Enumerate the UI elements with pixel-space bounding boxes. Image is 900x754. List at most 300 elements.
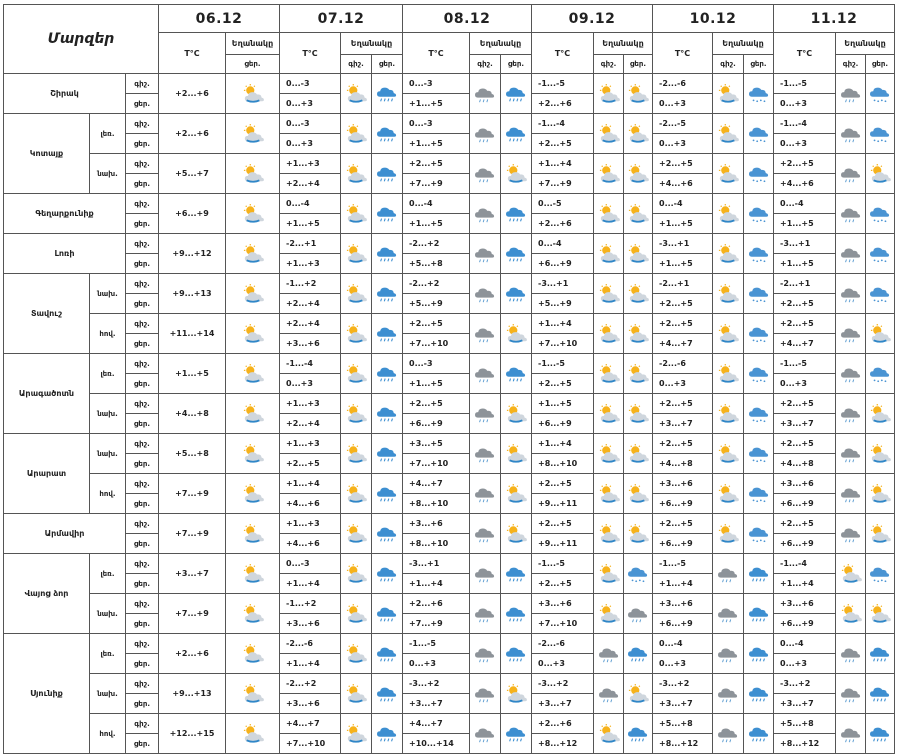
region-name: Գեղարքունիք xyxy=(4,194,126,234)
temp-range-cell: +3...+6 xyxy=(653,474,713,494)
date-header: 08.12 xyxy=(403,5,532,33)
gray-cloud-icon xyxy=(470,234,501,274)
zone-name: նախ. xyxy=(90,274,126,314)
temp-range-cell: 0...-3 xyxy=(403,74,470,94)
gray-cloud-icon xyxy=(836,634,866,674)
temp-range-cell: +6...+9 xyxy=(159,194,226,234)
date-header: 10.12 xyxy=(653,5,774,33)
forecast-row xyxy=(4,234,895,254)
gray-cloud-icon xyxy=(836,714,866,754)
forecast-row xyxy=(4,154,895,174)
temp-range-cell: +2...+5 xyxy=(532,514,594,534)
zone-name: լեռ. xyxy=(90,634,126,674)
day-label: ցեր. xyxy=(126,254,159,274)
zone-name: հով. xyxy=(90,474,126,514)
sun-cloud-icon xyxy=(594,354,624,394)
temp-range-cell: +2...+6 xyxy=(159,634,226,674)
sun-cloud-icon xyxy=(341,74,372,114)
temp-range-cell: 0...+3 xyxy=(280,374,341,394)
night-label: գիշ. xyxy=(126,514,159,534)
sun-cloud-icon xyxy=(501,674,532,714)
snow-cloud-icon xyxy=(744,74,774,114)
region-name: Վայոց ձոր xyxy=(4,554,90,634)
temp-range-cell: +3...+5 xyxy=(403,434,470,454)
temp-range-cell: -2...-6 xyxy=(653,354,713,374)
rain-cloud-icon xyxy=(372,194,403,234)
temp-range-cell: +7...+10 xyxy=(532,614,594,634)
temp-range-cell: +2...+4 xyxy=(280,174,341,194)
rain-cloud-icon xyxy=(372,74,403,114)
temp-range-cell: +1...+5 xyxy=(532,394,594,414)
temp-range-cell: +11...+14 xyxy=(159,314,226,354)
night-label: գիշ. xyxy=(126,314,159,334)
temp-range-cell: +2...+4 xyxy=(280,414,341,434)
temp-range-cell: -3...+2 xyxy=(403,674,470,694)
temp-range-cell: +1...+5 xyxy=(280,214,341,234)
temp-range-cell: +7...+10 xyxy=(532,334,594,354)
night-label: գիշ. xyxy=(126,714,159,734)
temp-range-cell: +2...+4 xyxy=(280,314,341,334)
temp-range-cell: +5...+7 xyxy=(159,154,226,194)
temp-range-cell: +3...+6 xyxy=(774,474,836,494)
sun-cloud-icon xyxy=(501,314,532,354)
snow-cloud-icon xyxy=(866,74,895,114)
zone-name: լեռ. xyxy=(90,354,126,394)
temp-range-cell: +6...+9 xyxy=(532,414,594,434)
sun-cloud-icon xyxy=(341,314,372,354)
temp-range-cell: +4...+6 xyxy=(653,174,713,194)
day-label: ցեր. xyxy=(126,334,159,354)
temp-range-cell: 0...-3 xyxy=(280,74,341,94)
snow-cloud-icon xyxy=(744,394,774,434)
sun-cloud-icon xyxy=(713,274,744,314)
gray-cloud-icon xyxy=(470,474,501,514)
night-header: գիշ. xyxy=(713,55,744,74)
day-header: ցեր. xyxy=(866,55,895,74)
sun-cloud-icon xyxy=(501,154,532,194)
temp-range-cell: +4...+7 xyxy=(403,714,470,734)
date-header: 06.12 xyxy=(159,5,280,33)
temp-range-cell: 0...+3 xyxy=(280,94,341,114)
sun-cloud-icon xyxy=(226,394,280,434)
sun-cloud-icon xyxy=(624,674,653,714)
temp-range-cell: 0...-3 xyxy=(403,114,470,134)
night-label: գիշ. xyxy=(126,154,159,174)
day-label: ցեր. xyxy=(126,214,159,234)
gray-cloud-icon xyxy=(594,634,624,674)
temp-range-cell: +4...+7 xyxy=(774,334,836,354)
forecast-table-wrap xyxy=(3,4,895,754)
temp-header: T°C xyxy=(774,33,836,74)
temp-range-cell: 0...+3 xyxy=(774,654,836,674)
gray-cloud-icon xyxy=(713,634,744,674)
zone-name: նախ. xyxy=(90,594,126,634)
day-header: ցեր. xyxy=(501,55,532,74)
temp-range-cell: +7...+9 xyxy=(532,174,594,194)
rain-cloud-icon xyxy=(501,554,532,594)
temp-range-cell: +2...+5 xyxy=(774,294,836,314)
night-label: գիշ. xyxy=(126,474,159,494)
temp-range-cell: +1...+4 xyxy=(653,574,713,594)
sun-cloud-icon xyxy=(226,514,280,554)
forecast-row xyxy=(4,194,895,214)
sun-cloud-icon xyxy=(341,194,372,234)
sun-cloud-icon xyxy=(866,594,895,634)
temp-range-cell: +3...+6 xyxy=(774,594,836,614)
date-header: 09.12 xyxy=(532,5,653,33)
temp-range-cell: +1...+5 xyxy=(774,214,836,234)
sun-cloud-icon xyxy=(594,114,624,154)
temp-range-cell: -2...+1 xyxy=(280,234,341,254)
temp-range-cell: +12...+15 xyxy=(159,714,226,754)
temp-range-cell: -3...+2 xyxy=(532,674,594,694)
temp-range-cell: +3...+6 xyxy=(653,594,713,614)
gray-cloud-icon xyxy=(713,594,744,634)
temp-range-cell: -2...+1 xyxy=(653,274,713,294)
zone-name: նախ. xyxy=(90,434,126,474)
sun-cloud-icon xyxy=(624,314,653,354)
temp-range-cell: +2...+5 xyxy=(653,314,713,334)
temp-range-cell: -2...-6 xyxy=(653,74,713,94)
temp-range-cell: -1...-4 xyxy=(532,114,594,134)
weather-header: Եղանակը xyxy=(341,33,403,55)
temp-range-cell: 0...+3 xyxy=(653,94,713,114)
temp-range-cell: 0...+3 xyxy=(280,134,341,154)
sun-cloud-icon xyxy=(866,434,895,474)
zone-name: հով. xyxy=(90,314,126,354)
night-header: գիշ. xyxy=(470,55,501,74)
sun-cloud-icon xyxy=(341,154,372,194)
temp-range-cell: +1...+4 xyxy=(532,314,594,334)
day-label: ցեր. xyxy=(126,694,159,714)
temp-range-cell: +2...+5 xyxy=(774,514,836,534)
temp-range-cell: 0...+3 xyxy=(774,94,836,114)
temp-range-cell: +2...+6 xyxy=(159,114,226,154)
temp-range-cell: +7...+10 xyxy=(403,454,470,474)
temp-range-cell: +6...+9 xyxy=(403,414,470,434)
rain-cloud-icon xyxy=(501,714,532,754)
day-label: ցեր. xyxy=(126,454,159,474)
sun-cloud-icon xyxy=(501,514,532,554)
rain-cloud-icon xyxy=(372,474,403,514)
sun-cloud-icon xyxy=(226,594,280,634)
sun-cloud-icon xyxy=(866,314,895,354)
temp-range-cell: +4...+7 xyxy=(403,474,470,494)
rain-cloud-icon xyxy=(372,714,403,754)
night-label: գիշ. xyxy=(126,194,159,214)
temp-range-cell: 0...-3 xyxy=(280,114,341,134)
temp-range-cell: 0...+3 xyxy=(653,374,713,394)
night-label: գիշ. xyxy=(126,434,159,454)
sun-cloud-icon xyxy=(341,514,372,554)
gray-cloud-icon xyxy=(713,554,744,594)
temp-range-cell: +5...+8 xyxy=(653,714,713,734)
rain-cloud-icon xyxy=(866,714,895,754)
temp-range-cell: +8...+10 xyxy=(403,534,470,554)
weather-header: Եղանակը xyxy=(226,33,280,55)
sun-cloud-icon xyxy=(624,274,653,314)
rain-cloud-icon xyxy=(372,514,403,554)
night-label: գիշ. xyxy=(126,394,159,414)
gray-cloud-icon xyxy=(470,274,501,314)
temp-range-cell: +2...+5 xyxy=(653,394,713,414)
temp-range-cell: +2...+6 xyxy=(532,94,594,114)
sun-cloud-icon xyxy=(594,514,624,554)
gray-cloud-icon xyxy=(836,674,866,714)
forecast-table xyxy=(3,4,895,754)
temp-range-cell: +3...+7 xyxy=(653,694,713,714)
night-header: գիշ. xyxy=(341,55,372,74)
sun-cloud-icon xyxy=(624,154,653,194)
temp-header: T°C xyxy=(403,33,470,74)
temp-range-cell: +8...+12 xyxy=(532,734,594,754)
night-label: գիշ. xyxy=(126,634,159,654)
sun-cloud-icon xyxy=(713,154,744,194)
temp-range-cell: +6...+9 xyxy=(653,494,713,514)
gray-cloud-icon xyxy=(836,394,866,434)
gray-cloud-icon xyxy=(836,434,866,474)
temp-range-cell: +2...+5 xyxy=(653,434,713,454)
gray-cloud-icon xyxy=(836,74,866,114)
temp-range-cell: +1...+4 xyxy=(532,434,594,454)
rain-cloud-icon xyxy=(372,234,403,274)
region-name: Արագածոտն xyxy=(4,354,90,434)
temp-range-cell: 0...+3 xyxy=(532,654,594,674)
temp-range-cell: -1...-4 xyxy=(774,554,836,574)
temp-range-cell: +7...+9 xyxy=(403,614,470,634)
sun-cloud-icon xyxy=(501,394,532,434)
rain-cloud-icon xyxy=(501,634,532,674)
temp-range-cell: +2...+5 xyxy=(653,514,713,534)
sun-cloud-icon xyxy=(226,354,280,394)
temp-range-cell: +2...+5 xyxy=(403,314,470,334)
temp-range-cell: +1...+5 xyxy=(159,354,226,394)
temp-range-cell: -1...-5 xyxy=(532,74,594,94)
temp-range-cell: +8...+10 xyxy=(403,494,470,514)
rain-cloud-icon xyxy=(501,194,532,234)
temp-range-cell: +1...+5 xyxy=(403,214,470,234)
snow-cloud-icon xyxy=(866,194,895,234)
gray-cloud-icon xyxy=(470,354,501,394)
temp-range-cell: +7...+9 xyxy=(159,474,226,514)
temp-range-cell: +4...+8 xyxy=(653,454,713,474)
temp-range-cell: +1...+5 xyxy=(403,94,470,114)
temp-range-cell: -3...+2 xyxy=(653,674,713,694)
forecast-row xyxy=(4,514,895,534)
temp-range-cell: -1...-5 xyxy=(532,554,594,574)
temp-range-cell: 0...+3 xyxy=(653,134,713,154)
temp-range-cell: +1...+3 xyxy=(280,434,341,454)
sun-cloud-icon xyxy=(226,194,280,234)
sun-cloud-icon xyxy=(624,474,653,514)
temp-range-cell: +9...+13 xyxy=(159,674,226,714)
day-header: ցեր. xyxy=(226,55,280,74)
forecast-row xyxy=(4,634,895,654)
temp-range-cell: 0...+3 xyxy=(403,654,470,674)
gray-cloud-icon xyxy=(470,674,501,714)
sun-cloud-icon xyxy=(341,114,372,154)
sun-cloud-icon xyxy=(594,554,624,594)
sun-cloud-icon xyxy=(713,194,744,234)
temp-range-cell: +6...+9 xyxy=(653,614,713,634)
snow-cloud-icon xyxy=(744,234,774,274)
temp-range-cell: 0...+3 xyxy=(653,654,713,674)
rain-cloud-icon xyxy=(501,354,532,394)
date-header: 11.12 xyxy=(774,5,895,33)
rain-cloud-icon xyxy=(372,274,403,314)
sun-cloud-icon xyxy=(594,314,624,354)
snow-cloud-icon xyxy=(866,234,895,274)
region-name: Կոտայք xyxy=(4,114,90,194)
sun-cloud-icon xyxy=(713,434,744,474)
sun-cloud-icon xyxy=(341,234,372,274)
snow-cloud-icon xyxy=(866,114,895,154)
sun-cloud-icon xyxy=(624,394,653,434)
temp-range-cell: -3...+1 xyxy=(403,554,470,574)
temp-range-cell: +6...+9 xyxy=(774,614,836,634)
night-label: գիշ. xyxy=(126,114,159,134)
sun-cloud-icon xyxy=(226,154,280,194)
day-label: ցեր. xyxy=(126,574,159,594)
rain-cloud-icon xyxy=(744,674,774,714)
sun-cloud-icon xyxy=(624,514,653,554)
temp-range-cell: -3...+2 xyxy=(774,674,836,694)
temp-range-cell: -1...-5 xyxy=(403,634,470,654)
temp-range-cell: +5...+9 xyxy=(532,294,594,314)
temp-header: T°C xyxy=(532,33,594,74)
zone-name: նախ. xyxy=(90,674,126,714)
gray-cloud-icon xyxy=(470,114,501,154)
forecast-row xyxy=(4,674,895,694)
sun-cloud-icon xyxy=(501,434,532,474)
temp-range-cell: -1...-5 xyxy=(774,354,836,374)
temp-range-cell: 0...-4 xyxy=(403,194,470,214)
snow-cloud-icon xyxy=(866,274,895,314)
night-header: գիշ. xyxy=(836,55,866,74)
temp-range-cell: +1...+4 xyxy=(280,474,341,494)
sun-cloud-icon xyxy=(713,74,744,114)
gray-cloud-icon xyxy=(470,714,501,754)
gray-cloud-icon xyxy=(713,714,744,754)
sun-cloud-icon xyxy=(594,234,624,274)
temp-range-cell: +4...+7 xyxy=(653,334,713,354)
forecast-row xyxy=(4,114,895,134)
temp-range-cell: -1...+2 xyxy=(280,274,341,294)
day-header: ցեր. xyxy=(744,55,774,74)
sun-cloud-icon xyxy=(594,274,624,314)
rain-cloud-icon xyxy=(744,594,774,634)
gray-cloud-icon xyxy=(470,514,501,554)
rain-cloud-icon xyxy=(372,674,403,714)
temp-range-cell: +1...+3 xyxy=(280,154,341,174)
gray-cloud-icon xyxy=(836,154,866,194)
weather-header: Եղանակը xyxy=(594,33,653,55)
temp-range-cell: +1...+3 xyxy=(280,254,341,274)
sun-cloud-icon xyxy=(226,114,280,154)
temp-range-cell: -1...-4 xyxy=(280,354,341,374)
temp-range-cell: +5...+8 xyxy=(403,254,470,274)
temp-range-cell: +9...+11 xyxy=(532,534,594,554)
sun-cloud-icon xyxy=(341,554,372,594)
temp-range-cell: +7...+10 xyxy=(280,734,341,754)
temp-range-cell: +5...+8 xyxy=(159,434,226,474)
region-name: Արարատ xyxy=(4,434,90,514)
gray-cloud-icon xyxy=(470,314,501,354)
temp-range-cell: 0...+3 xyxy=(774,374,836,394)
temp-range-cell: +9...+12 xyxy=(159,234,226,274)
snow-cloud-icon xyxy=(866,554,895,594)
temp-range-cell: -2...-5 xyxy=(653,114,713,134)
temp-header: T°C xyxy=(280,33,341,74)
rain-cloud-icon xyxy=(624,714,653,754)
day-label: ցեր. xyxy=(126,614,159,634)
day-label: ցեր. xyxy=(126,734,159,754)
temp-range-cell: 0...-4 xyxy=(653,194,713,214)
rain-cloud-icon xyxy=(372,554,403,594)
temp-range-cell: +1...+4 xyxy=(280,654,341,674)
temp-range-cell: +1...+3 xyxy=(280,394,341,414)
forecast-row xyxy=(4,394,895,414)
sun-cloud-icon xyxy=(624,74,653,114)
gray-cloud-icon xyxy=(836,314,866,354)
day-label: ցեր. xyxy=(126,414,159,434)
temp-range-cell: +6...+9 xyxy=(653,534,713,554)
temp-range-cell: +3...+6 xyxy=(280,334,341,354)
night-label: գիշ. xyxy=(126,74,159,94)
temp-range-cell: 0...-4 xyxy=(280,194,341,214)
temp-range-cell: +2...+5 xyxy=(403,154,470,174)
sun-cloud-icon xyxy=(341,394,372,434)
region-name: Լոռի xyxy=(4,234,126,274)
snow-cloud-icon xyxy=(744,114,774,154)
temp-range-cell: +7...+9 xyxy=(159,594,226,634)
zone-name: նախ. xyxy=(90,394,126,434)
temp-range-cell: +7...+10 xyxy=(403,334,470,354)
temp-range-cell: +4...+8 xyxy=(774,454,836,474)
forecast-row xyxy=(4,354,895,374)
snow-cloud-icon xyxy=(744,354,774,394)
gray-cloud-icon xyxy=(836,474,866,514)
temp-range-cell: +3...+6 xyxy=(280,694,341,714)
temp-range-cell: +3...+6 xyxy=(280,614,341,634)
rain-cloud-icon xyxy=(372,594,403,634)
sun-cloud-icon xyxy=(866,474,895,514)
sun-cloud-icon xyxy=(836,594,866,634)
sun-cloud-icon xyxy=(713,474,744,514)
rain-cloud-icon xyxy=(866,634,895,674)
temp-range-cell: +7...+9 xyxy=(403,174,470,194)
night-label: գիշ. xyxy=(126,674,159,694)
sun-cloud-icon xyxy=(836,554,866,594)
sun-cloud-icon xyxy=(226,274,280,314)
temp-range-cell: 0...-4 xyxy=(774,634,836,654)
forecast-row xyxy=(4,554,895,574)
sun-cloud-icon xyxy=(713,234,744,274)
day-label: ցեր. xyxy=(126,494,159,514)
temp-range-cell: +3...+7 xyxy=(403,694,470,714)
snow-cloud-icon xyxy=(744,314,774,354)
sun-cloud-icon xyxy=(341,434,372,474)
temp-range-cell: +1...+3 xyxy=(280,514,341,534)
temp-range-cell: +2...+5 xyxy=(774,154,836,174)
temp-range-cell: +2...+5 xyxy=(532,574,594,594)
temp-range-cell: +2...+5 xyxy=(653,294,713,314)
sun-cloud-icon xyxy=(226,314,280,354)
sun-cloud-icon xyxy=(624,234,653,274)
gray-cloud-icon xyxy=(836,114,866,154)
temp-range-cell: +4...+6 xyxy=(280,534,341,554)
sun-cloud-icon xyxy=(624,114,653,154)
